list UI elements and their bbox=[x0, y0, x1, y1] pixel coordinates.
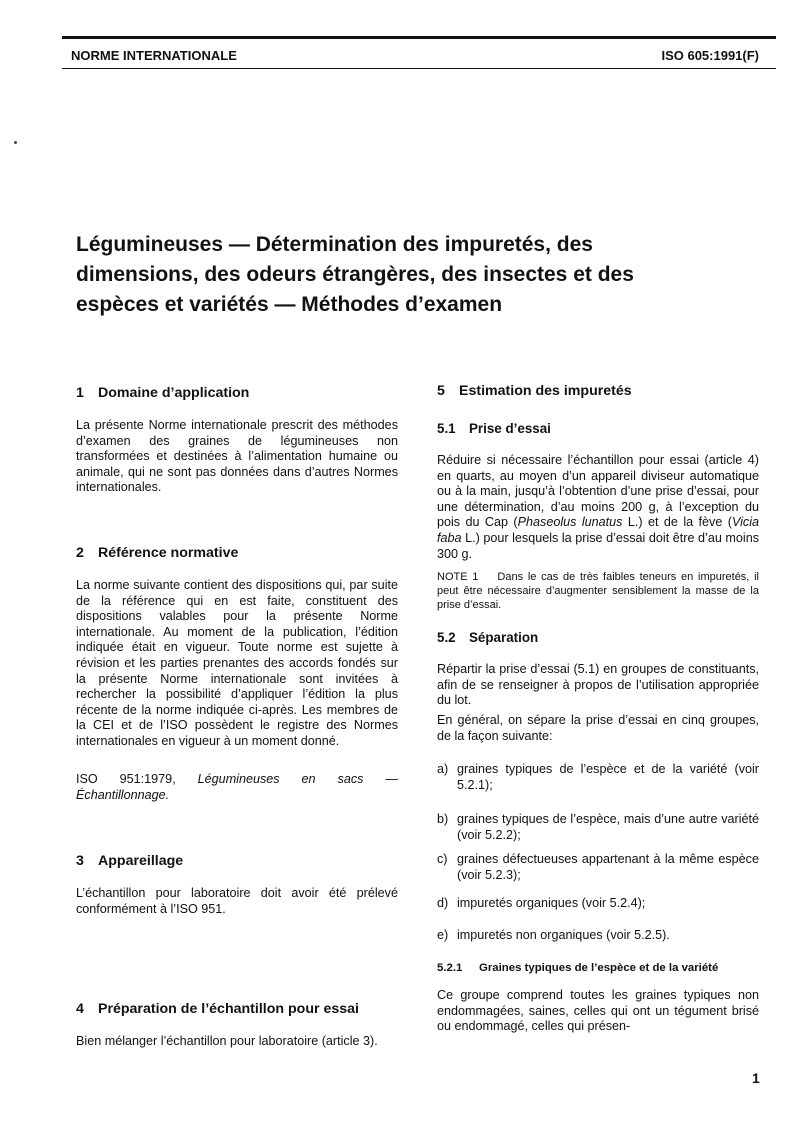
section-4-heading bbox=[76, 1002, 359, 1018]
list-item bbox=[437, 896, 759, 912]
section-title: Référence normative bbox=[98, 545, 239, 561]
section-1-heading bbox=[76, 386, 249, 402]
list-item bbox=[437, 928, 759, 944]
section-number: 5 bbox=[437, 383, 445, 399]
section-5-1-text bbox=[437, 453, 759, 562]
scan-speck bbox=[14, 141, 17, 144]
text: Réduire si nécessaire l’échantillon pour essai (article 4) en quarts, au moyen d’un appareil diviseur automatique ou à la main, jusqu’à l’obtention d’une prise d’essai, pour une détermination, d’au moins 200 g, à l’exception du pois du Cap ( bbox=[437, 453, 759, 530]
list-item bbox=[437, 762, 759, 793]
section-title: Séparation bbox=[469, 630, 539, 645]
list-text: impuretés non organiques (voir 5.2.5). bbox=[457, 928, 670, 942]
species-name: Phaseolus lunatus bbox=[517, 515, 623, 530]
list-marker: c) bbox=[437, 852, 448, 866]
text: L.) pour lesquels la prise d’essai doit être d’au moins 300 g. bbox=[437, 530, 759, 561]
section-title: Prise d’essai bbox=[469, 421, 551, 436]
section-3-heading bbox=[76, 854, 183, 870]
section-5-2-1-text: Ce groupe comprend toutes les graines typiques non endommagées, saines, celles qui ont un tégument brisé ou endommagé, celles qui présen- bbox=[437, 988, 759, 1034]
section-number: 5.1 bbox=[437, 421, 456, 436]
text: L.) et de la fève ( bbox=[622, 515, 732, 530]
header-left: NORME INTERNATIONALE bbox=[71, 48, 237, 63]
section-5-1-heading bbox=[437, 421, 551, 437]
section-5-2-1-heading bbox=[437, 961, 718, 977]
list-marker: a) bbox=[437, 762, 449, 776]
section-title: Estimation des impuretés bbox=[459, 383, 632, 399]
section-number: 1 bbox=[76, 385, 84, 401]
section-5-2-para-1: Répartir la prise d’essai (5.1) en groupes de constituants, afin de se renseigner à propos de l’utilisation appropriée du lot. bbox=[437, 662, 759, 708]
section-5-2-heading bbox=[437, 630, 538, 646]
section-number: 4 bbox=[76, 1001, 84, 1017]
list-marker: e) bbox=[437, 928, 449, 942]
left-column bbox=[76, 0, 398, 1122]
list-item bbox=[437, 852, 759, 883]
section-title: Graines typiques de l’espèce et de la variété bbox=[479, 962, 719, 974]
section-number: 5.2.1 bbox=[437, 962, 463, 974]
section-2-text: La norme suivante contient des dispositions qui, par suite de la référence qui en est faite, constituent des dispositions valables pour la présente Norme internationale. Au moment de la publication, l’édition indiquée était en vigueur. Toute norme est sujette à révision et les parties prenantes des accords fondés sur la présente Norme internationale sont invitées à rechercher la possibilité d’appliquer l’édition la plus récente de la norme indiquée ci-après. Les membres de la CEI et de l’ISO possèdent le registre des Normes internationales en vigueur à un moment donné. bbox=[76, 578, 398, 748]
list-item bbox=[437, 812, 759, 843]
section-number: 3 bbox=[76, 853, 84, 869]
section-2-heading bbox=[76, 546, 238, 562]
section-number: 5.2 bbox=[437, 630, 456, 645]
section-title: Appareillage bbox=[98, 853, 184, 869]
reference-code: ISO 951:1979, bbox=[76, 772, 176, 786]
section-4-text: Bien mélanger l’échantillon pour laboratoire (article 3). bbox=[76, 1034, 378, 1048]
note-1 bbox=[437, 570, 759, 612]
section-3-text: L’échantillon pour laboratoire doit avoir été prélevé conformément à l’ISO 951. bbox=[76, 886, 398, 916]
list-text: graines défectueuses appartenant à la même espèce (voir 5.2.3); bbox=[457, 852, 759, 882]
list-marker: b) bbox=[437, 812, 449, 826]
section-title: Préparation de l’échantillon pour essai bbox=[98, 1001, 359, 1017]
list-text: graines typiques de l’espèce et de la variété (voir 5.2.1); bbox=[457, 762, 759, 792]
list-text: impuretés organiques (voir 5.2.4); bbox=[457, 896, 646, 910]
section-1-text: La présente Norme internationale prescrit des méthodes d’examen des graines de légumineuses non transformées et destinées à l’alimentation humaine ou animale, qui ne sont pas données dans d’autres Normes internationales. bbox=[76, 418, 398, 495]
list-marker: d) bbox=[437, 896, 449, 910]
reference-title: Légumineuses en sacs — Échantillonnage. bbox=[76, 772, 398, 802]
normative-reference bbox=[76, 772, 398, 803]
section-title: Domaine d’application bbox=[98, 385, 250, 401]
document-title: Légumineuses — Détermination des impuretés, des dimensions, des odeurs étrangères, des insectes et des espèces et variétés — Méthodes d’examen bbox=[76, 233, 634, 316]
header-right: ISO 605:1991(F) bbox=[661, 48, 759, 63]
right-column bbox=[437, 0, 759, 1122]
note-label: NOTE 1 bbox=[437, 571, 479, 583]
section-5-2-para-2: En général, on sépare la prise d’essai en cinq groupes, de la façon suivante: bbox=[437, 713, 759, 743]
note-text: Dans le cas de très faibles teneurs en impuretés, il peut être nécessaire d’augmenter sensiblement la masse de la prise d’essai. bbox=[437, 571, 759, 611]
page-number: 1 bbox=[752, 1070, 760, 1086]
list-text: graines typiques de l’espèce, mais d’une autre variété (voir 5.2.2); bbox=[457, 812, 759, 842]
species-name: Vicia faba bbox=[437, 515, 760, 545]
section-number: 2 bbox=[76, 545, 84, 561]
section-5-heading bbox=[437, 384, 632, 400]
